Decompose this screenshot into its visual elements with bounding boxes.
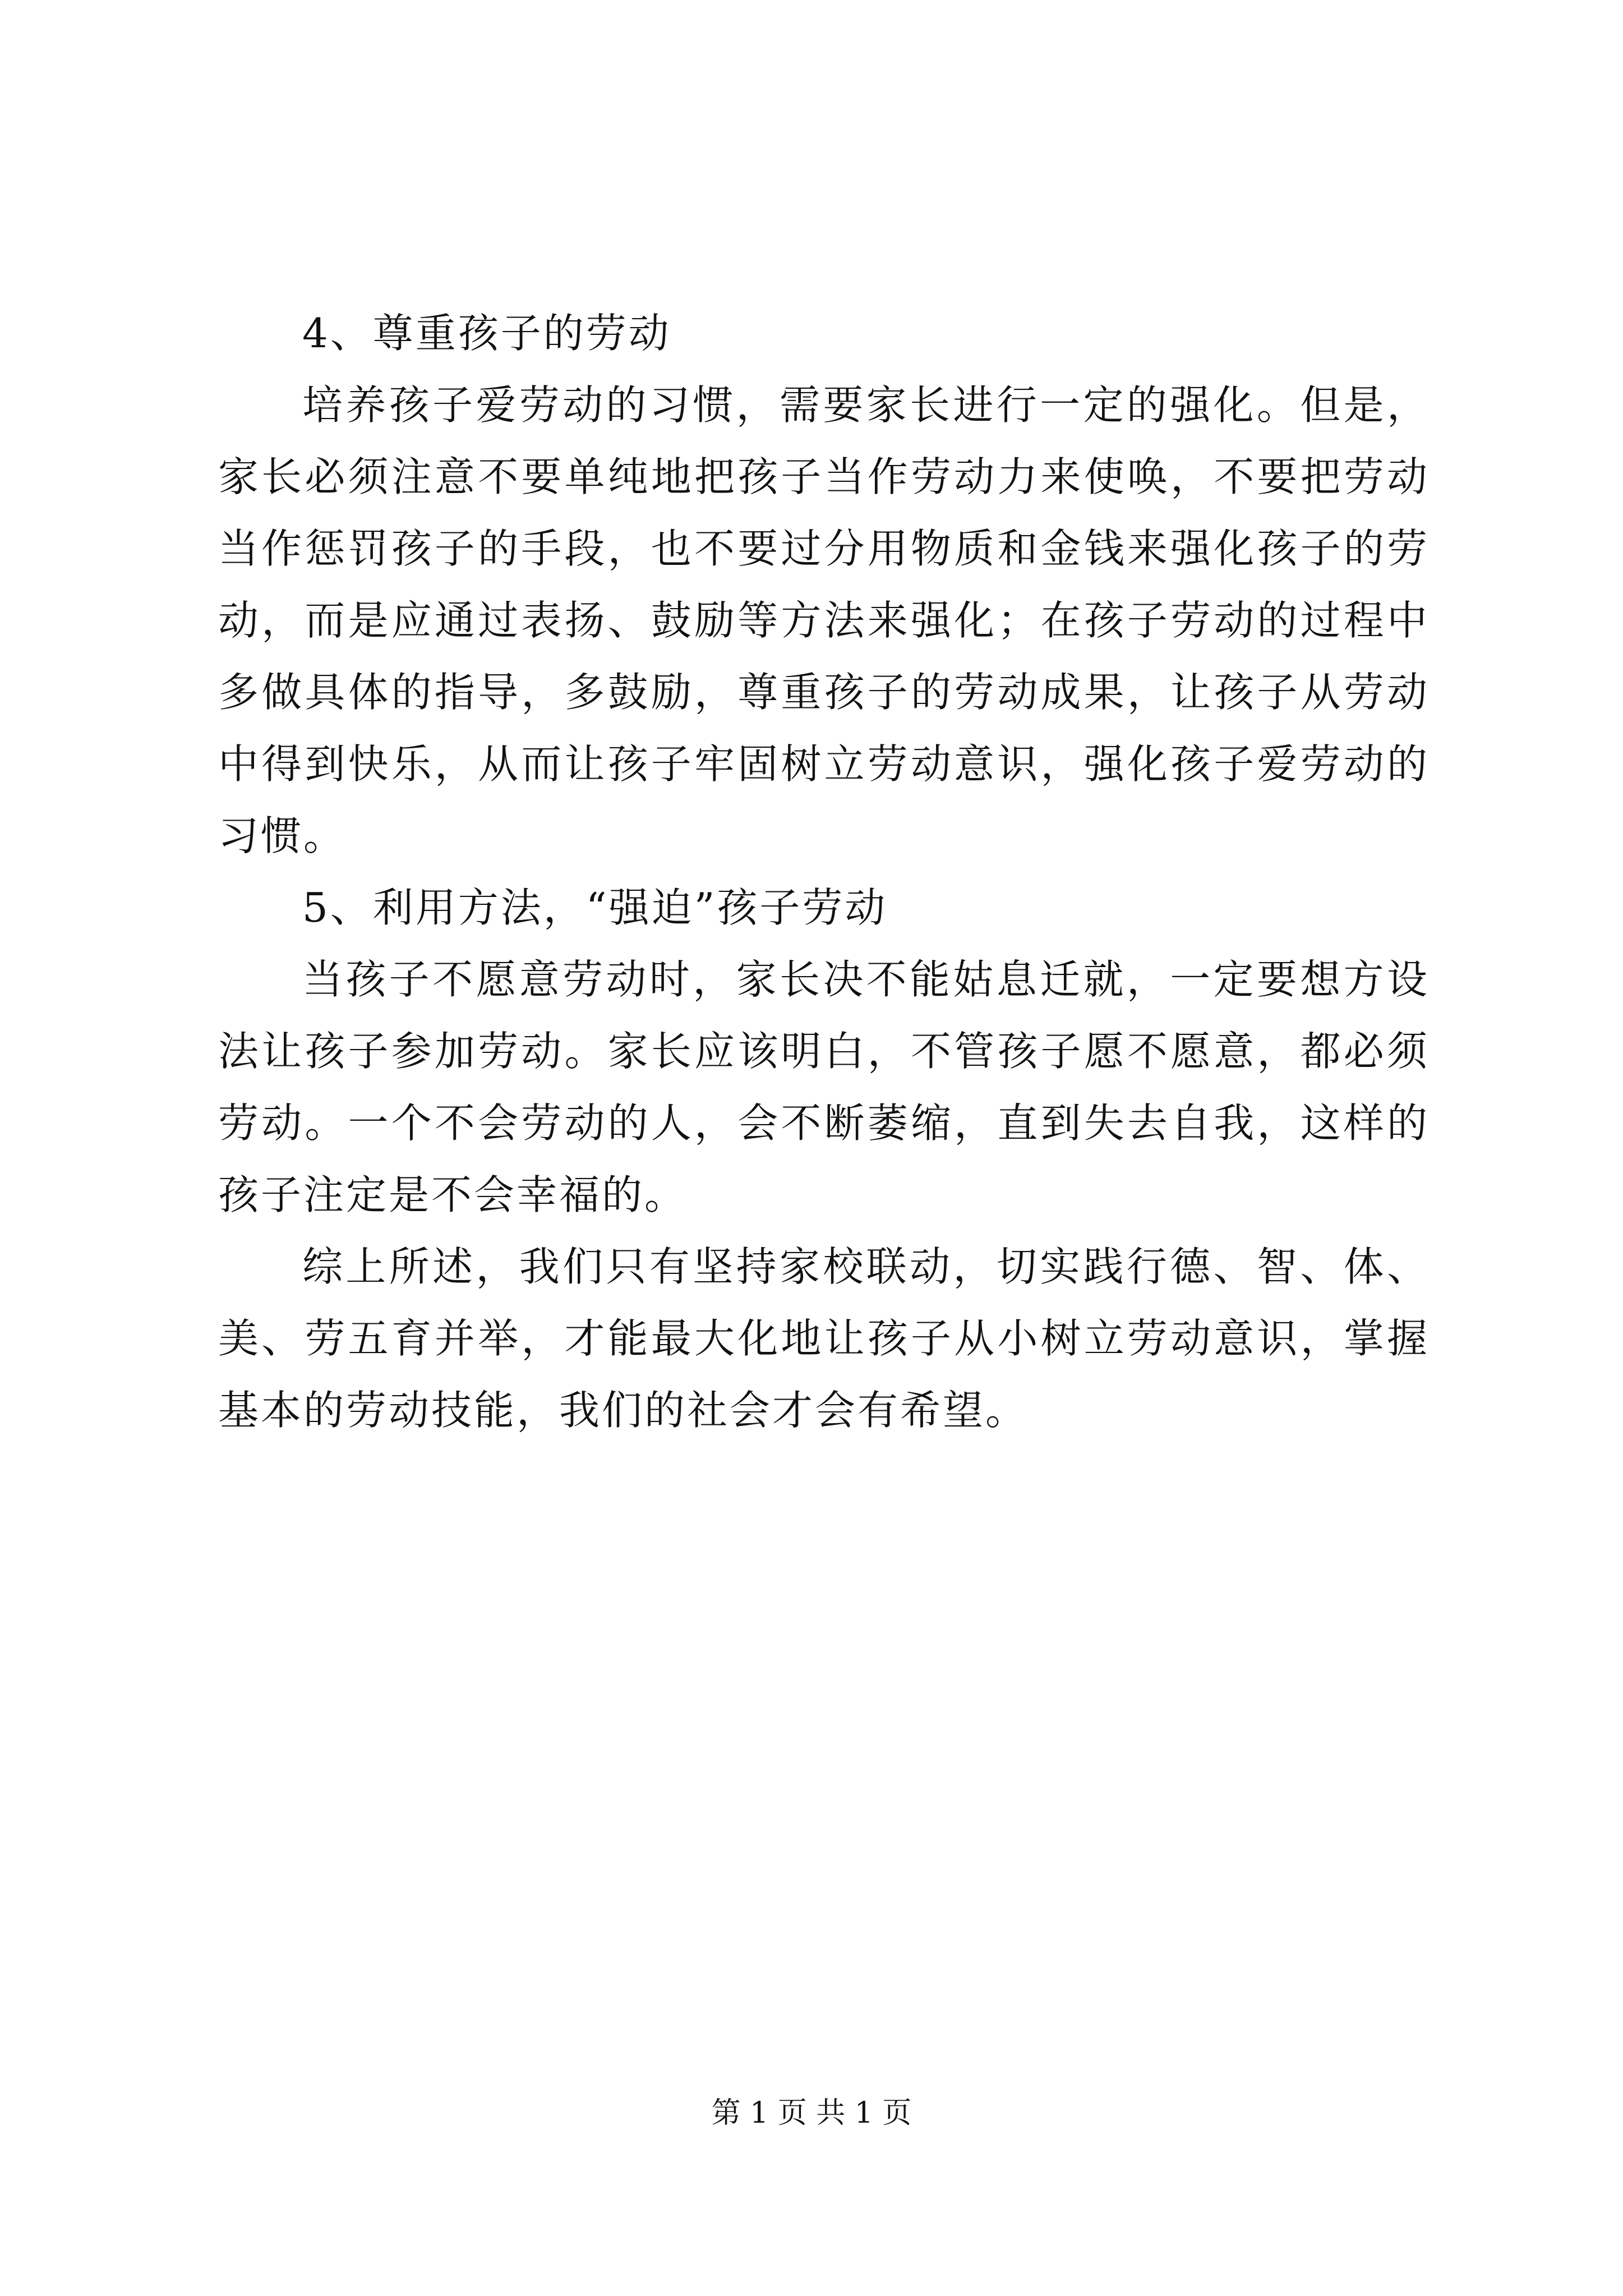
section-heading-4: 4、尊重孩子的劳动 [302, 310, 671, 357]
section-heading-5: 5、利用方法，“强迫”孩子劳动 [302, 884, 888, 931]
page-footer: 第 1 页 共 1 页 [711, 2096, 912, 2130]
section-paragraph-5: 当孩子不愿意劳动时，家长决不能姑息迁就，一定要想方设法让孩子参加劳动。家长应该明白，不管孩子愿不愿意，都必须劳动。一个不会劳动的人，会不断萎缩，直到失去自我，这样的孩子注定是不会幸福的。 [218, 956, 1430, 1218]
section-paragraph-4: 培养孩子爱劳动的习惯，需要家长进行一定的强化。但是，家长必须注意不要单纯地把孩子当作劳动力来使唤，不要把劳动当作惩罚孩子的手段，也不要过分用物质和金钱来强化孩子的劳动，而是应通过表扬、鼓励等方法来强化；在孩子劳动的过程中多做具体的指导，多鼓励，尊重孩子的劳动成果，让孩子从劳动中得到快乐，从而让孩子牢固树立劳动意识，强化孩子爱劳动的习惯。 [218, 381, 1430, 859]
document-body [218, 297, 1430, 1446]
conclusion-paragraph: 综上所述，我们只有坚持家校联动，切实践行德、智、体、美、劳五育并举，才能最大化地让孩子从小树立劳动意识，掌握基本的劳动技能，我们的社会才会有希望。 [218, 1243, 1430, 1434]
